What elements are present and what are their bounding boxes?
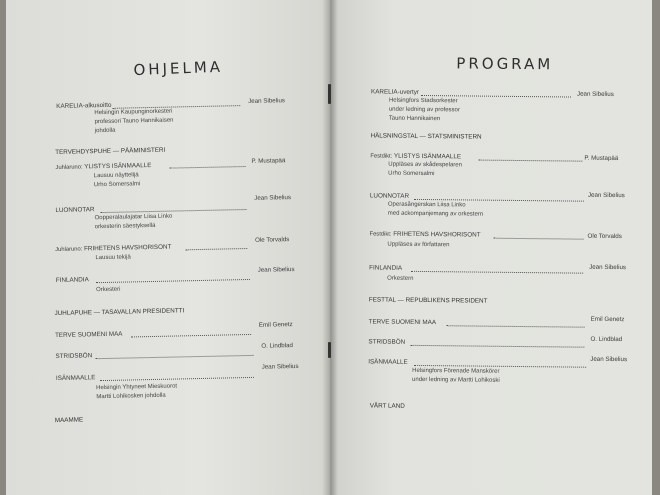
composer: Jean Sibelius — [248, 97, 286, 105]
performers — [95, 253, 131, 263]
item-title: FINLANDIA — [55, 276, 89, 285]
leader-dots — [411, 271, 583, 274]
item-prefix: Juhlaruno: — [55, 164, 83, 171]
item-title: FRIHETENS HAVSHORISONT — [393, 230, 481, 239]
item-title: TERVE SUOMENI MAA — [54, 330, 123, 340]
composer: Jean Sibelius — [576, 90, 614, 98]
item-prefix: Festdikt: — [370, 153, 393, 160]
performer-line: Lausuu tekijä — [95, 254, 131, 262]
right-page — [330, 0, 652, 495]
leader-dots — [185, 248, 247, 250]
performer-line: Helsingin Kaupunginorkesteri — [94, 108, 173, 117]
section-heading: TERVEHDYSPUHE — PÄÄMINISTERI — [55, 146, 166, 157]
program-item-label — [55, 244, 171, 253]
performers — [96, 383, 177, 403]
composer: Emil Genetz — [258, 321, 293, 329]
performers — [95, 213, 173, 233]
item-title: LUONNOTAR — [369, 192, 410, 200]
performers — [387, 275, 413, 284]
composer: Ole Torvalds — [587, 232, 622, 241]
composer: P. Mustapää — [584, 154, 619, 163]
leader-dots — [96, 355, 254, 359]
performer-line: Oopperalaulajatar Liisa Linko — [94, 213, 173, 222]
left-page-content — [6, 0, 330, 495]
leader-dots — [170, 166, 246, 169]
performer-line: professori Tauno Hannikaisen — [94, 117, 174, 126]
program-item-label — [370, 152, 461, 160]
section-heading: MAAMME — [54, 416, 84, 425]
performer-line: Uppläses av skådespelaren — [388, 161, 463, 169]
leader-dots — [100, 377, 254, 381]
right-page-title: PROGRAM — [456, 54, 554, 74]
performer-line: johdolla — [94, 127, 116, 135]
program-item-label — [56, 276, 89, 284]
item-title: FINLANDIA — [369, 264, 403, 272]
composer: Jean Sibelius — [261, 362, 299, 371]
item-title: STRIDSBÖN — [368, 338, 406, 346]
composer: Jean Sibelius — [590, 355, 628, 364]
performer-line: Helsingin Yhtyneet Mieskuorot — [96, 383, 178, 392]
program-item-label — [370, 230, 481, 238]
item-prefix: Juhlaruno: — [55, 246, 83, 254]
performer-line: Helsingfors Stadsorkester — [388, 97, 458, 105]
performers — [94, 171, 141, 190]
program-item-label — [55, 206, 94, 214]
composer: Jean Sibelius — [257, 266, 295, 274]
right-page-content — [330, 0, 652, 495]
composer: Emil Genetz — [590, 315, 625, 324]
left-page — [6, 0, 330, 495]
section-heading: JUHLAPUHE — TASAVALLAN PRESIDENTTI — [54, 307, 185, 318]
performer-line: orkesterin säestyksellä — [94, 222, 156, 231]
item-title: ISÄNMAALLE — [55, 374, 96, 383]
program-item-label — [55, 352, 92, 360]
performer-line: Urho Somersalmi — [93, 181, 141, 189]
composer: P. Mustapää — [251, 157, 286, 165]
leader-dots — [478, 160, 582, 162]
performer-line: Orkesteri — [96, 286, 121, 294]
performers — [389, 97, 460, 125]
program-item-label — [55, 162, 151, 171]
performers — [388, 201, 484, 220]
section-heading: FESTTAL — REPUBLIKENS PRESIDENT — [368, 296, 488, 305]
program-item-label — [371, 88, 419, 96]
section-heading: VÅRT LAND — [369, 402, 405, 410]
composer: Jean Sibelius — [589, 263, 627, 272]
leader-dots — [100, 209, 246, 213]
performer-line: under ledning av Martti Lohikoski — [411, 376, 500, 384]
performer-line: Orkestern — [387, 275, 414, 282]
performers — [412, 367, 500, 386]
performer-line: med ackompanjemang av orkestern — [387, 210, 484, 218]
performer-line: Tauno Hannikainen — [388, 115, 441, 123]
program-item-label — [370, 192, 409, 199]
item-title: STRIDSBÖN — [55, 352, 93, 361]
leader-dots — [96, 279, 250, 283]
program-item-label — [369, 318, 436, 326]
performer-line: Urho Somersalmi — [388, 170, 435, 178]
item-title: YLISTYS ISÄNMAALLE — [393, 152, 462, 161]
performers — [387, 241, 449, 251]
composer: Jean Sibelius — [254, 194, 292, 202]
item-title: ISÄNMAALLE — [368, 358, 408, 366]
program-item-label — [368, 338, 405, 345]
performer-line: Operasångerskan Liisa Linko — [387, 201, 466, 209]
performer-line: Lausuu näyttelijä — [93, 172, 139, 180]
item-title: KARELIA-uvertyr — [371, 88, 420, 96]
composer: O. Lindblad — [590, 335, 623, 344]
leader-dots — [410, 345, 584, 348]
performer-line: Helsingfors Förenade Manskörer — [412, 367, 500, 375]
performer-line: under ledning av professor — [388, 106, 460, 114]
item-title: TERVE SUOMENI MAA — [368, 318, 437, 327]
left-page-title: OHJELMA — [133, 57, 224, 80]
section-heading: HÄLSNINGSTAL — STATSMINISTERN — [370, 132, 482, 141]
performers — [388, 161, 462, 180]
staple-top — [328, 84, 331, 104]
item-title: FRIHETENS HAVSHORISONT — [83, 243, 172, 253]
item-title: KARELIA-alkusoitto — [56, 101, 112, 110]
item-prefix: Festdikt: — [369, 231, 392, 238]
performer-line: Martti Lohikosken johdolla — [96, 392, 166, 401]
program-item-label — [369, 264, 402, 271]
program-item-label — [368, 358, 408, 365]
background-right — [652, 0, 660, 495]
booklet-spine — [322, 0, 338, 495]
staple-middle — [328, 342, 331, 358]
item-title: YLISTYS ISÄNMAALLE — [84, 161, 152, 171]
leader-dots — [494, 238, 584, 240]
item-title: LUONNOTAR — [55, 206, 95, 215]
composer: Ole Torvalds — [255, 236, 290, 244]
leader-dots — [131, 334, 251, 338]
program-item-label — [56, 374, 96, 382]
performers — [96, 286, 121, 296]
performers — [94, 108, 173, 137]
composer: Jean Sibelius — [587, 191, 625, 200]
leader-dots — [447, 325, 585, 327]
program-item-label — [55, 331, 123, 339]
composer: O. Lindblad — [261, 342, 294, 350]
performer-line: Uppläses av författaren — [387, 241, 450, 249]
